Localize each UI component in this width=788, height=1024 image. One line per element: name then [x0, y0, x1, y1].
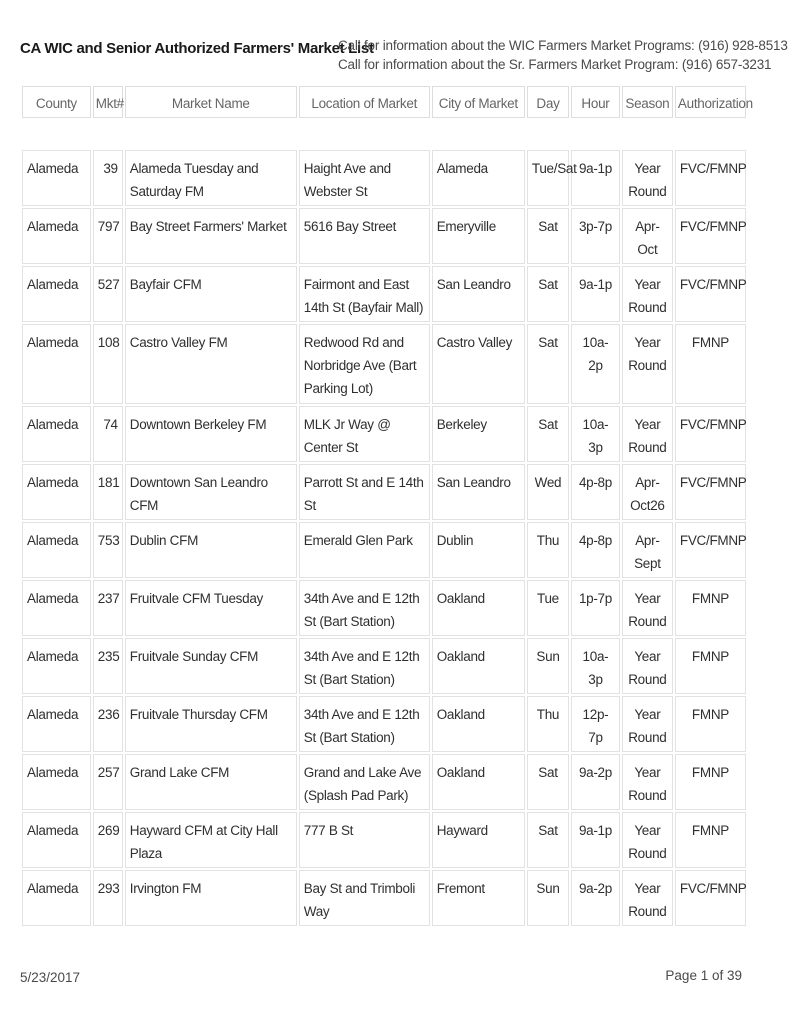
cell-season: Year Round — [622, 150, 673, 206]
table-row — [22, 406, 746, 462]
header-spacer — [22, 120, 746, 148]
cell-market-name: Hayward CFM at City Hall Plaza — [125, 812, 297, 868]
cell-hour: 10a-3p — [571, 406, 620, 462]
cell-mkt-number: 257 — [93, 754, 123, 810]
cell-hour: 9a-2p — [571, 870, 620, 926]
cell-county: Alameda — [22, 266, 91, 322]
cell-mkt-number: 108 — [93, 324, 123, 404]
cell-authorization: FVC/FMNP — [675, 870, 746, 926]
cell-city: Castro Valley — [432, 324, 525, 404]
cell-authorization: FMNP — [675, 812, 746, 868]
cell-county: Alameda — [22, 638, 91, 694]
column-header-authorization: Authorization — [675, 86, 746, 118]
cell-location: Grand and Lake Ave (Splash Pad Park) — [299, 754, 430, 810]
table-row — [22, 324, 746, 404]
table-row — [22, 580, 746, 636]
cell-authorization: FVC/FMNP — [675, 266, 746, 322]
cell-authorization: FMNP — [675, 696, 746, 752]
table-row — [22, 266, 746, 322]
cell-season: Year Round — [622, 754, 673, 810]
cell-market-name: Bay Street Farmers' Market — [125, 208, 297, 264]
cell-county: Alameda — [22, 696, 91, 752]
cell-authorization: FVC/FMNP — [675, 208, 746, 264]
column-header-county: County — [22, 86, 91, 118]
page-number: Page 1 of 39 — [665, 968, 742, 983]
cell-season: Apr-Oct — [622, 208, 673, 264]
footer-date: 5/23/2017 — [20, 970, 81, 985]
table-row — [22, 150, 746, 206]
cell-market-name: Castro Valley FM — [125, 324, 297, 404]
market-table — [20, 84, 753, 928]
cell-city: San Leandro — [432, 464, 525, 520]
cell-city: Emeryville — [432, 208, 525, 264]
cell-mkt-number: 235 — [93, 638, 123, 694]
cell-location: MLK Jr Way @ Center St — [299, 406, 430, 462]
cell-mkt-number: 797 — [93, 208, 123, 264]
cell-day: Sat — [527, 812, 569, 868]
senior-contact-line: Call for information about the Sr. Farmers Market Program: (916) 657-3231 — [338, 57, 772, 72]
cell-mkt-number: 237 — [93, 580, 123, 636]
cell-location: 777 B St — [299, 812, 430, 868]
cell-day: Sat — [527, 266, 569, 322]
cell-market-name: Dublin CFM — [125, 522, 297, 578]
cell-city: Oakland — [432, 638, 525, 694]
cell-location: Redwood Rd and Norbridge Ave (Bart Parking Lot) — [299, 324, 430, 404]
cell-market-name: Fruitvale Sunday CFM — [125, 638, 297, 694]
cell-city: Oakland — [432, 754, 525, 810]
cell-authorization: FMNP — [675, 754, 746, 810]
cell-city: Oakland — [432, 580, 525, 636]
cell-authorization: FVC/FMNP — [675, 464, 746, 520]
cell-city: Dublin — [432, 522, 525, 578]
cell-day: Wed — [527, 464, 569, 520]
cell-location: 34th Ave and E 12th St (Bart Station) — [299, 696, 430, 752]
cell-season: Year Round — [622, 870, 673, 926]
cell-day: Thu — [527, 696, 569, 752]
cell-county: Alameda — [22, 150, 91, 206]
cell-county: Alameda — [22, 870, 91, 926]
cell-market-name: Downtown Berkeley FM — [125, 406, 297, 462]
table-header — [22, 86, 753, 118]
wic-contact-line: Call for information about the WIC Farmers Market Programs: (916) 928-8513 — [338, 38, 788, 53]
cell-hour: 12p-7p — [571, 696, 620, 752]
cell-city: San Leandro — [432, 266, 525, 322]
cell-hour: 4p-8p — [571, 464, 620, 520]
cell-market-name: Fruitvale Thursday CFM — [125, 696, 297, 752]
cell-location: 5616 Bay Street — [299, 208, 430, 264]
table-row — [22, 754, 746, 810]
cell-location: 34th Ave and E 12th St (Bart Station) — [299, 580, 430, 636]
column-header-market-name: Market Name — [125, 86, 297, 118]
cell-city: Fremont — [432, 870, 525, 926]
cell-day: Tue/Sat — [527, 150, 569, 206]
cell-authorization: FMNP — [675, 580, 746, 636]
cell-day: Sun — [527, 638, 569, 694]
cell-mkt-number: 269 — [93, 812, 123, 868]
cell-authorization: FVC/FMNP — [675, 522, 746, 578]
cell-location: Haight Ave and Webster St — [299, 150, 430, 206]
cell-mkt-number: 236 — [93, 696, 123, 752]
cell-season: Year Round — [622, 266, 673, 322]
cell-authorization: FVC/FMNP — [675, 150, 746, 206]
column-header-hour: Hour — [571, 86, 620, 118]
cell-mkt-number: 74 — [93, 406, 123, 462]
cell-day: Sat — [527, 208, 569, 264]
table-row — [22, 522, 746, 578]
cell-mkt-number: 181 — [93, 464, 123, 520]
table-row — [22, 208, 746, 264]
cell-season: Year Round — [622, 638, 673, 694]
cell-hour: 9a-1p — [571, 266, 620, 322]
cell-hour: 9a-1p — [571, 150, 620, 206]
cell-market-name: Grand Lake CFM — [125, 754, 297, 810]
cell-mkt-number: 527 — [93, 266, 123, 322]
table-row — [22, 464, 746, 520]
cell-location: Emerald Glen Park — [299, 522, 430, 578]
table-row — [22, 696, 746, 752]
cell-county: Alameda — [22, 812, 91, 868]
cell-day: Sun — [527, 870, 569, 926]
column-header-city: City of Market — [432, 86, 525, 118]
cell-location: Bay St and Trimboli Way — [299, 870, 430, 926]
document-title: CA WIC and Senior Authorized Farmers' Market List — [20, 40, 374, 57]
cell-city: Oakland — [432, 696, 525, 752]
cell-county: Alameda — [22, 754, 91, 810]
cell-authorization: FVC/FMNP — [675, 406, 746, 462]
cell-location: 34th Ave and E 12th St (Bart Station) — [299, 638, 430, 694]
cell-authorization: FMNP — [675, 324, 746, 404]
cell-county: Alameda — [22, 464, 91, 520]
cell-county: Alameda — [22, 580, 91, 636]
column-header-day: Day — [527, 86, 569, 118]
program-contact-info — [338, 36, 788, 74]
cell-market-name: Downtown San Leandro CFM — [125, 464, 297, 520]
table-row — [22, 812, 746, 868]
cell-city: Alameda — [432, 150, 525, 206]
cell-market-name: Alameda Tuesday and Saturday FM — [125, 150, 297, 206]
cell-authorization: FMNP — [675, 638, 746, 694]
cell-day: Tue — [527, 580, 569, 636]
cell-location: Parrott St and E 14th St — [299, 464, 430, 520]
cell-hour: 9a-2p — [571, 754, 620, 810]
cell-county: Alameda — [22, 406, 91, 462]
cell-season: Year Round — [622, 406, 673, 462]
cell-season: Apr-Oct26 — [622, 464, 673, 520]
cell-season: Apr-Sept — [622, 522, 673, 578]
cell-city: Hayward — [432, 812, 525, 868]
cell-day: Sat — [527, 754, 569, 810]
document-header — [20, 36, 788, 80]
cell-mkt-number: 293 — [93, 870, 123, 926]
cell-day: Sat — [527, 406, 569, 462]
table-row — [22, 870, 746, 926]
column-header-mkt: Mkt# — [93, 86, 123, 118]
table-row — [22, 638, 746, 694]
cell-hour: 10a-3p — [571, 638, 620, 694]
cell-hour: 10a-2p — [571, 324, 620, 404]
cell-mkt-number: 39 — [93, 150, 123, 206]
cell-season: Year Round — [622, 696, 673, 752]
cell-location: Fairmont and East 14th St (Bayfair Mall) — [299, 266, 430, 322]
cell-mkt-number: 753 — [93, 522, 123, 578]
cell-season: Year Round — [622, 812, 673, 868]
column-header-season: Season — [622, 86, 673, 118]
cell-day: Sat — [527, 324, 569, 404]
column-header-location: Location of Market — [299, 86, 430, 118]
cell-market-name: Bayfair CFM — [125, 266, 297, 322]
cell-season: Year Round — [622, 580, 673, 636]
cell-county: Alameda — [22, 324, 91, 404]
cell-county: Alameda — [22, 208, 91, 264]
cell-hour: 9a-1p — [571, 812, 620, 868]
cell-city: Berkeley — [432, 406, 525, 462]
cell-county: Alameda — [22, 522, 91, 578]
cell-hour: 4p-8p — [571, 522, 620, 578]
cell-market-name: Fruitvale CFM Tuesday — [125, 580, 297, 636]
cell-hour: 1p-7p — [571, 580, 620, 636]
cell-hour: 3p-7p — [571, 208, 620, 264]
cell-season: Year Round — [622, 324, 673, 404]
cell-day: Thu — [527, 522, 569, 578]
cell-market-name: Irvington FM — [125, 870, 297, 926]
table-body — [22, 120, 746, 926]
